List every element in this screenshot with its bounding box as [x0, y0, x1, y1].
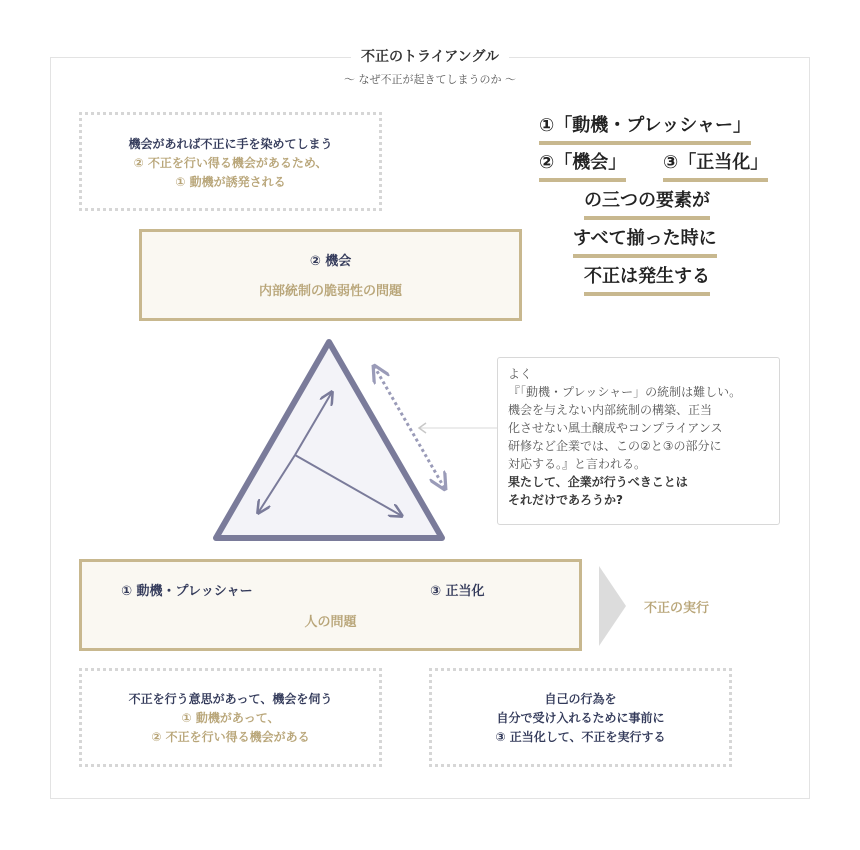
people-problem-box [79, 559, 582, 651]
fraud-execution-label: 不正の実行 [644, 601, 710, 616]
opportunity-note-line2: ② 不正を行い得る機会があるため、 [133, 156, 328, 170]
diagram-subtitle: 〜 なぜ不正が起きてしまうのか 〜 [344, 73, 516, 86]
motive-note [79, 668, 382, 767]
motive-pressure-label: ① 動機・プレッシャー [121, 584, 253, 599]
motive-note-line3: ② 不正を行い得る機会がある [151, 730, 310, 744]
headline-motive: ①「動機・プレッシャー」 [539, 115, 751, 145]
rationalization-note-line3: ③ 正当化して、不正を実行する [495, 730, 666, 744]
motive-note-line1: 不正を行う意思があって、機会を伺う [128, 692, 333, 706]
bubble-line: 研修など企業では、この②と③の部分に [508, 439, 722, 453]
opportunity-note-line3: ① 動機が誘発される [175, 175, 286, 189]
bubble-line: よく [508, 367, 533, 381]
people-problem-label: 人の問題 [304, 615, 357, 630]
headline-fraud-occurs: 不正は発生する [584, 266, 710, 296]
opportunity-note-line1: 機会があれば不正に手を染めてしまう [128, 137, 333, 151]
headline-all-present: すべて揃った時に [573, 228, 717, 258]
motive-note-line2: ① 動機があって、 [181, 711, 280, 725]
bubble-question: 果たして、企業が行うべきことは [508, 475, 688, 489]
bubble-question: それだけであろうか? [508, 493, 623, 507]
bubble-line: 対応する。』と言われる。 [508, 457, 647, 471]
headline-opportunity: ②「機会」 [539, 152, 626, 182]
commentary-bubble [497, 357, 780, 525]
bubble-line: 化させない風土醸成やコンプライアンス [508, 421, 723, 435]
headline-three-elements: の三つの要素が [584, 190, 710, 220]
headline-rationalization: ③「正当化」 [663, 152, 768, 182]
opportunity-desc: 内部統制の脆弱性の問題 [258, 284, 402, 299]
rationalization-note [429, 668, 732, 767]
bubble-line: 機会を与えない内部統制の構築、正当 [508, 403, 713, 417]
bubble-line: 『「動機・プレッシャー」の統制は難しい。 [508, 385, 742, 399]
diagram-title: 不正のトライアングル [0, 46, 860, 66]
opportunity-title: ② 機会 [309, 254, 352, 269]
rationalization-note-line1: 自己の行為を [544, 692, 617, 706]
rationalization-label: ③ 正当化 [430, 584, 485, 599]
opportunity-box [139, 229, 522, 321]
rationalization-note-line2: 自分で受け入れるために事前に [496, 711, 665, 725]
opportunity-note [79, 112, 382, 211]
